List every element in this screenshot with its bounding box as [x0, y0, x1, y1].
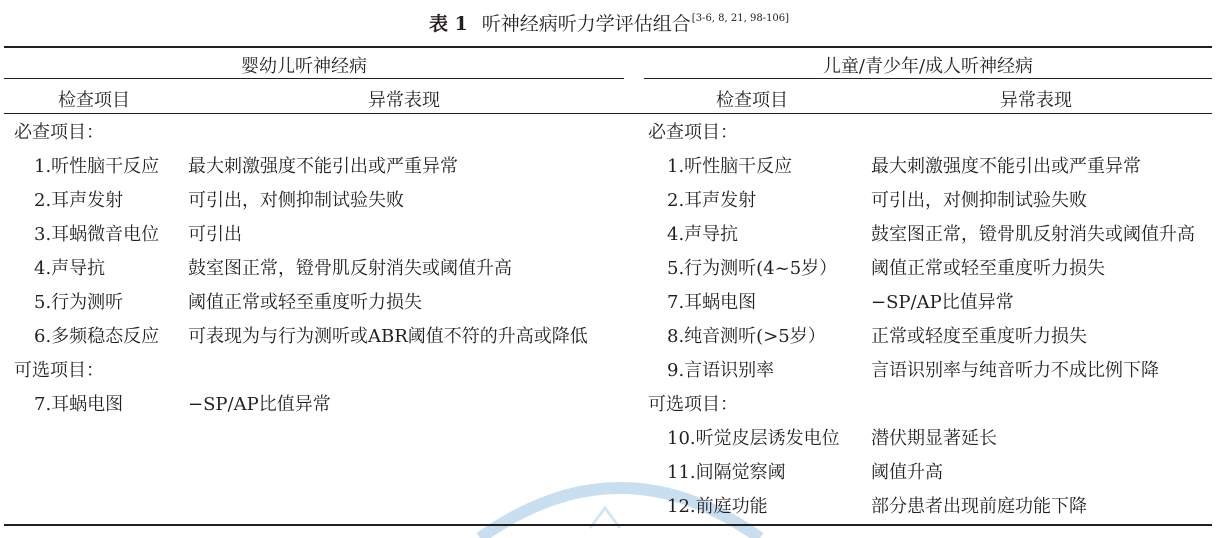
- group-rule-right: [644, 78, 1212, 79]
- test-item: 12.前庭功能: [667, 496, 768, 517]
- right-header-item: 检查项目: [716, 90, 788, 111]
- test-item: 3.耳蜗微音电位: [34, 224, 160, 245]
- test-item: 8.纯音测听(>5岁）: [667, 326, 826, 347]
- test-item: 2.耳声发射: [667, 190, 757, 211]
- test-item: 7.耳蜗电图: [34, 394, 124, 415]
- top-rule: [4, 46, 1212, 48]
- left-header-finding: 异常表现: [368, 90, 440, 111]
- abnormal-finding: 潜伏期显著延长: [871, 428, 997, 449]
- test-item: 6.多频稳态反应: [34, 326, 160, 347]
- test-item: 4.声导抗: [667, 224, 739, 245]
- test-item: 10.听觉皮层诱发电位: [667, 428, 840, 449]
- section-label: 必查项目：: [14, 122, 104, 143]
- right-header-finding: 异常表现: [1000, 90, 1072, 111]
- abnormal-finding: 正常或轻度至重度听力损失: [871, 326, 1087, 347]
- table-caption: [0, 9, 1218, 36]
- abnormal-finding: 部分患者出现前庭功能下降: [871, 496, 1087, 517]
- table-label: 表 1: [428, 13, 468, 35]
- test-item: 2.耳声发射: [34, 190, 124, 211]
- abnormal-finding: 可引出，对侧抑制试验失败: [871, 190, 1087, 211]
- abnormal-finding: 鼓室图正常，镫骨肌反射消失或阈值升高: [871, 224, 1195, 245]
- abnormal-finding: 可引出: [188, 224, 242, 245]
- left-header-item: 检查项目: [58, 90, 130, 111]
- abnormal-finding: 最大刺激强度不能引出或严重异常: [188, 156, 458, 177]
- abnormal-finding: 阈值正常或轻至重度听力损失: [188, 292, 422, 313]
- abnormal-finding: 鼓室图正常，镫骨肌反射消失或阈值升高: [188, 258, 512, 279]
- abnormal-finding: 言语识别率与纯音听力不成比例下降: [871, 360, 1159, 381]
- header-rule: [4, 113, 1212, 114]
- section-label: 可选项目：: [648, 394, 738, 415]
- test-item: 7.耳蜗电图: [667, 292, 757, 313]
- table-title: 听神经病听力学评估组合: [481, 13, 691, 35]
- test-item: 4.声导抗: [34, 258, 106, 279]
- group-title-infant: 婴幼儿听神经病: [241, 56, 367, 77]
- abnormal-finding: 阈值升高: [871, 462, 943, 483]
- test-item: 1.听性脑干反应: [34, 156, 160, 177]
- test-item: 5.行为测听(4~5岁）: [667, 258, 838, 279]
- test-item: 9.言语识别率: [667, 360, 775, 381]
- bottom-rule: [4, 524, 1212, 526]
- test-item: 1.听性脑干反应: [667, 156, 793, 177]
- table-citation: [3-6, 8, 21, 98-106]: [691, 13, 790, 24]
- section-label: 必查项目：: [648, 122, 738, 143]
- abnormal-finding: −SP/AP比值异常: [871, 292, 1014, 313]
- group-rule-left: [4, 78, 624, 79]
- test-item: 5.行为测听: [34, 292, 124, 313]
- section-label: 可选项目：: [14, 360, 104, 381]
- abnormal-finding: 阈值正常或轻至重度听力损失: [871, 258, 1105, 279]
- abnormal-finding: 可引出，对侧抑制试验失败: [188, 190, 404, 211]
- abnormal-finding: 最大刺激强度不能引出或严重异常: [871, 156, 1141, 177]
- abnormal-finding: −SP/AP比值异常: [188, 394, 331, 415]
- test-item: 11.间隔觉察阈: [667, 462, 786, 483]
- abnormal-finding: 可表现为与行为测听或ABR阈值不符的升高或降低: [188, 326, 588, 347]
- group-title-child-adult: 儿童/青少年/成人听神经病: [822, 56, 1034, 77]
